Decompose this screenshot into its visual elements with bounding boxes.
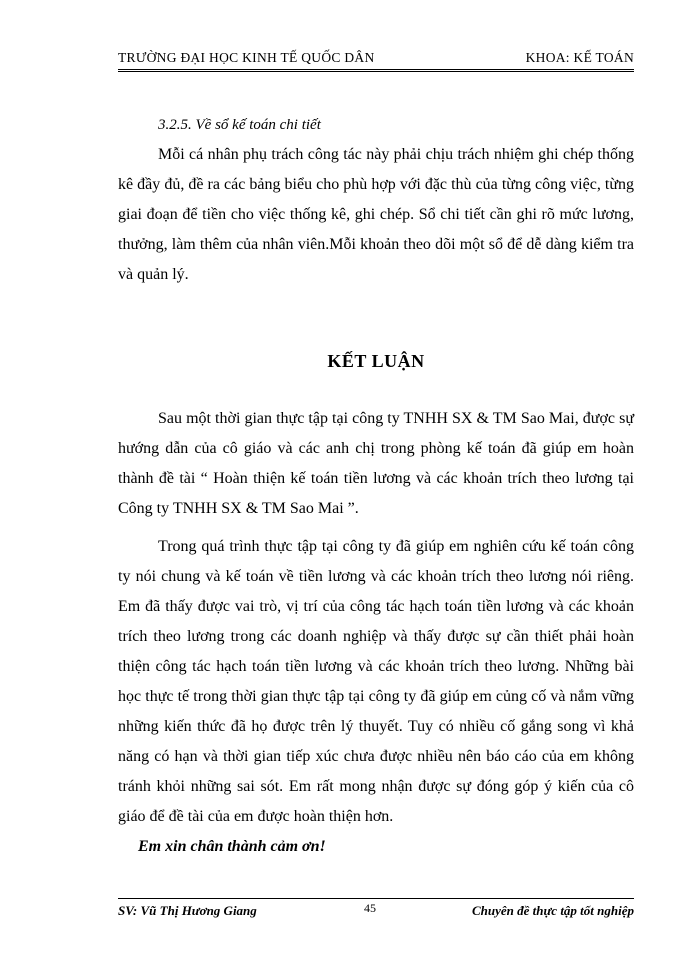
conclusion-paragraph-2: Trong quá trình thực tập tại công ty đã giúp em nghiên cứu kế toán công ty nói chung và kế toán về tiền lương và các khoản trích theo lương nói riêng. Em đã thấy được vai trò, vị trí của công tác hạch toán tiền lương và các khoản trích theo lương trong các doanh nghiệp và thấy được sự cần thiết phải hoàn thiện công tác hạch toán tiền lương và các khoản trích theo lương. Những bài học thực tế trong thời gian thực tập tại công ty đã giúp em củng cố và nắm vững những kiến thức đã họ được trên lý thuyết. Tuy có nhiều cố gắng song vì khả năng có hạn và thời gian tiếp xúc chưa được nhiều nên báo cáo của em không tránh khỏi những sai sót. Em rất mong nhận được sự đóng góp ý kiến của cô giáo để đề tài của em được hoàn thiện hơn. [118, 538, 634, 825]
thanks-line: Em xin chân thành cảm ơn! [138, 838, 326, 855]
conclusion-paragraph-1: Sau một thời gian thực tập tại công ty TNHH SX & TM Sao Mai, được sự hướng dẫn của cô giáo và các anh chị trong phòng kế toán đã giúp em hoàn thành đề tài “ Hoàn thiện kế toán tiền lương và các khoản trích theo lương tại Công ty TNHH SX & TM Sao Mai ”. [118, 410, 634, 517]
footer-student-name: SV: Vũ Thị Hương Giang [118, 903, 257, 918]
header-faculty: KHOA: KẾ TOÁN [525, 50, 634, 65]
header-university: TRƯỜNG ĐẠI HỌC KINH TẾ QUỐC DÂN [118, 50, 375, 65]
conclusion-title: KẾT LUẬN [327, 351, 425, 371]
footer-report-type: Chuyên đề thực tập tốt nghiệp [472, 903, 634, 918]
footer-page-number: 45 [364, 901, 376, 915]
section-heading: 3.2.5. Về sổ kế toán chi tiết [158, 117, 321, 133]
page-footer [118, 898, 634, 923]
page-header [118, 38, 634, 72]
section-paragraph: Mỗi cá nhân phụ trách công tác này phải chịu trách nhiệm ghi chép thống kê đầy đủ, đề ra các bảng biểu cho phù hợp với đặc thù của từng công việc, từng giai đoạn để tiền cho việc thống kê, ghi chép. Sổ chi tiết cần ghi rõ mức lương, thưởng, làm thêm của nhân viên.Mỗi khoản theo dõi một sổ để dễ dàng kiểm tra và quản lý. [118, 146, 634, 283]
page-content [118, 110, 634, 862]
